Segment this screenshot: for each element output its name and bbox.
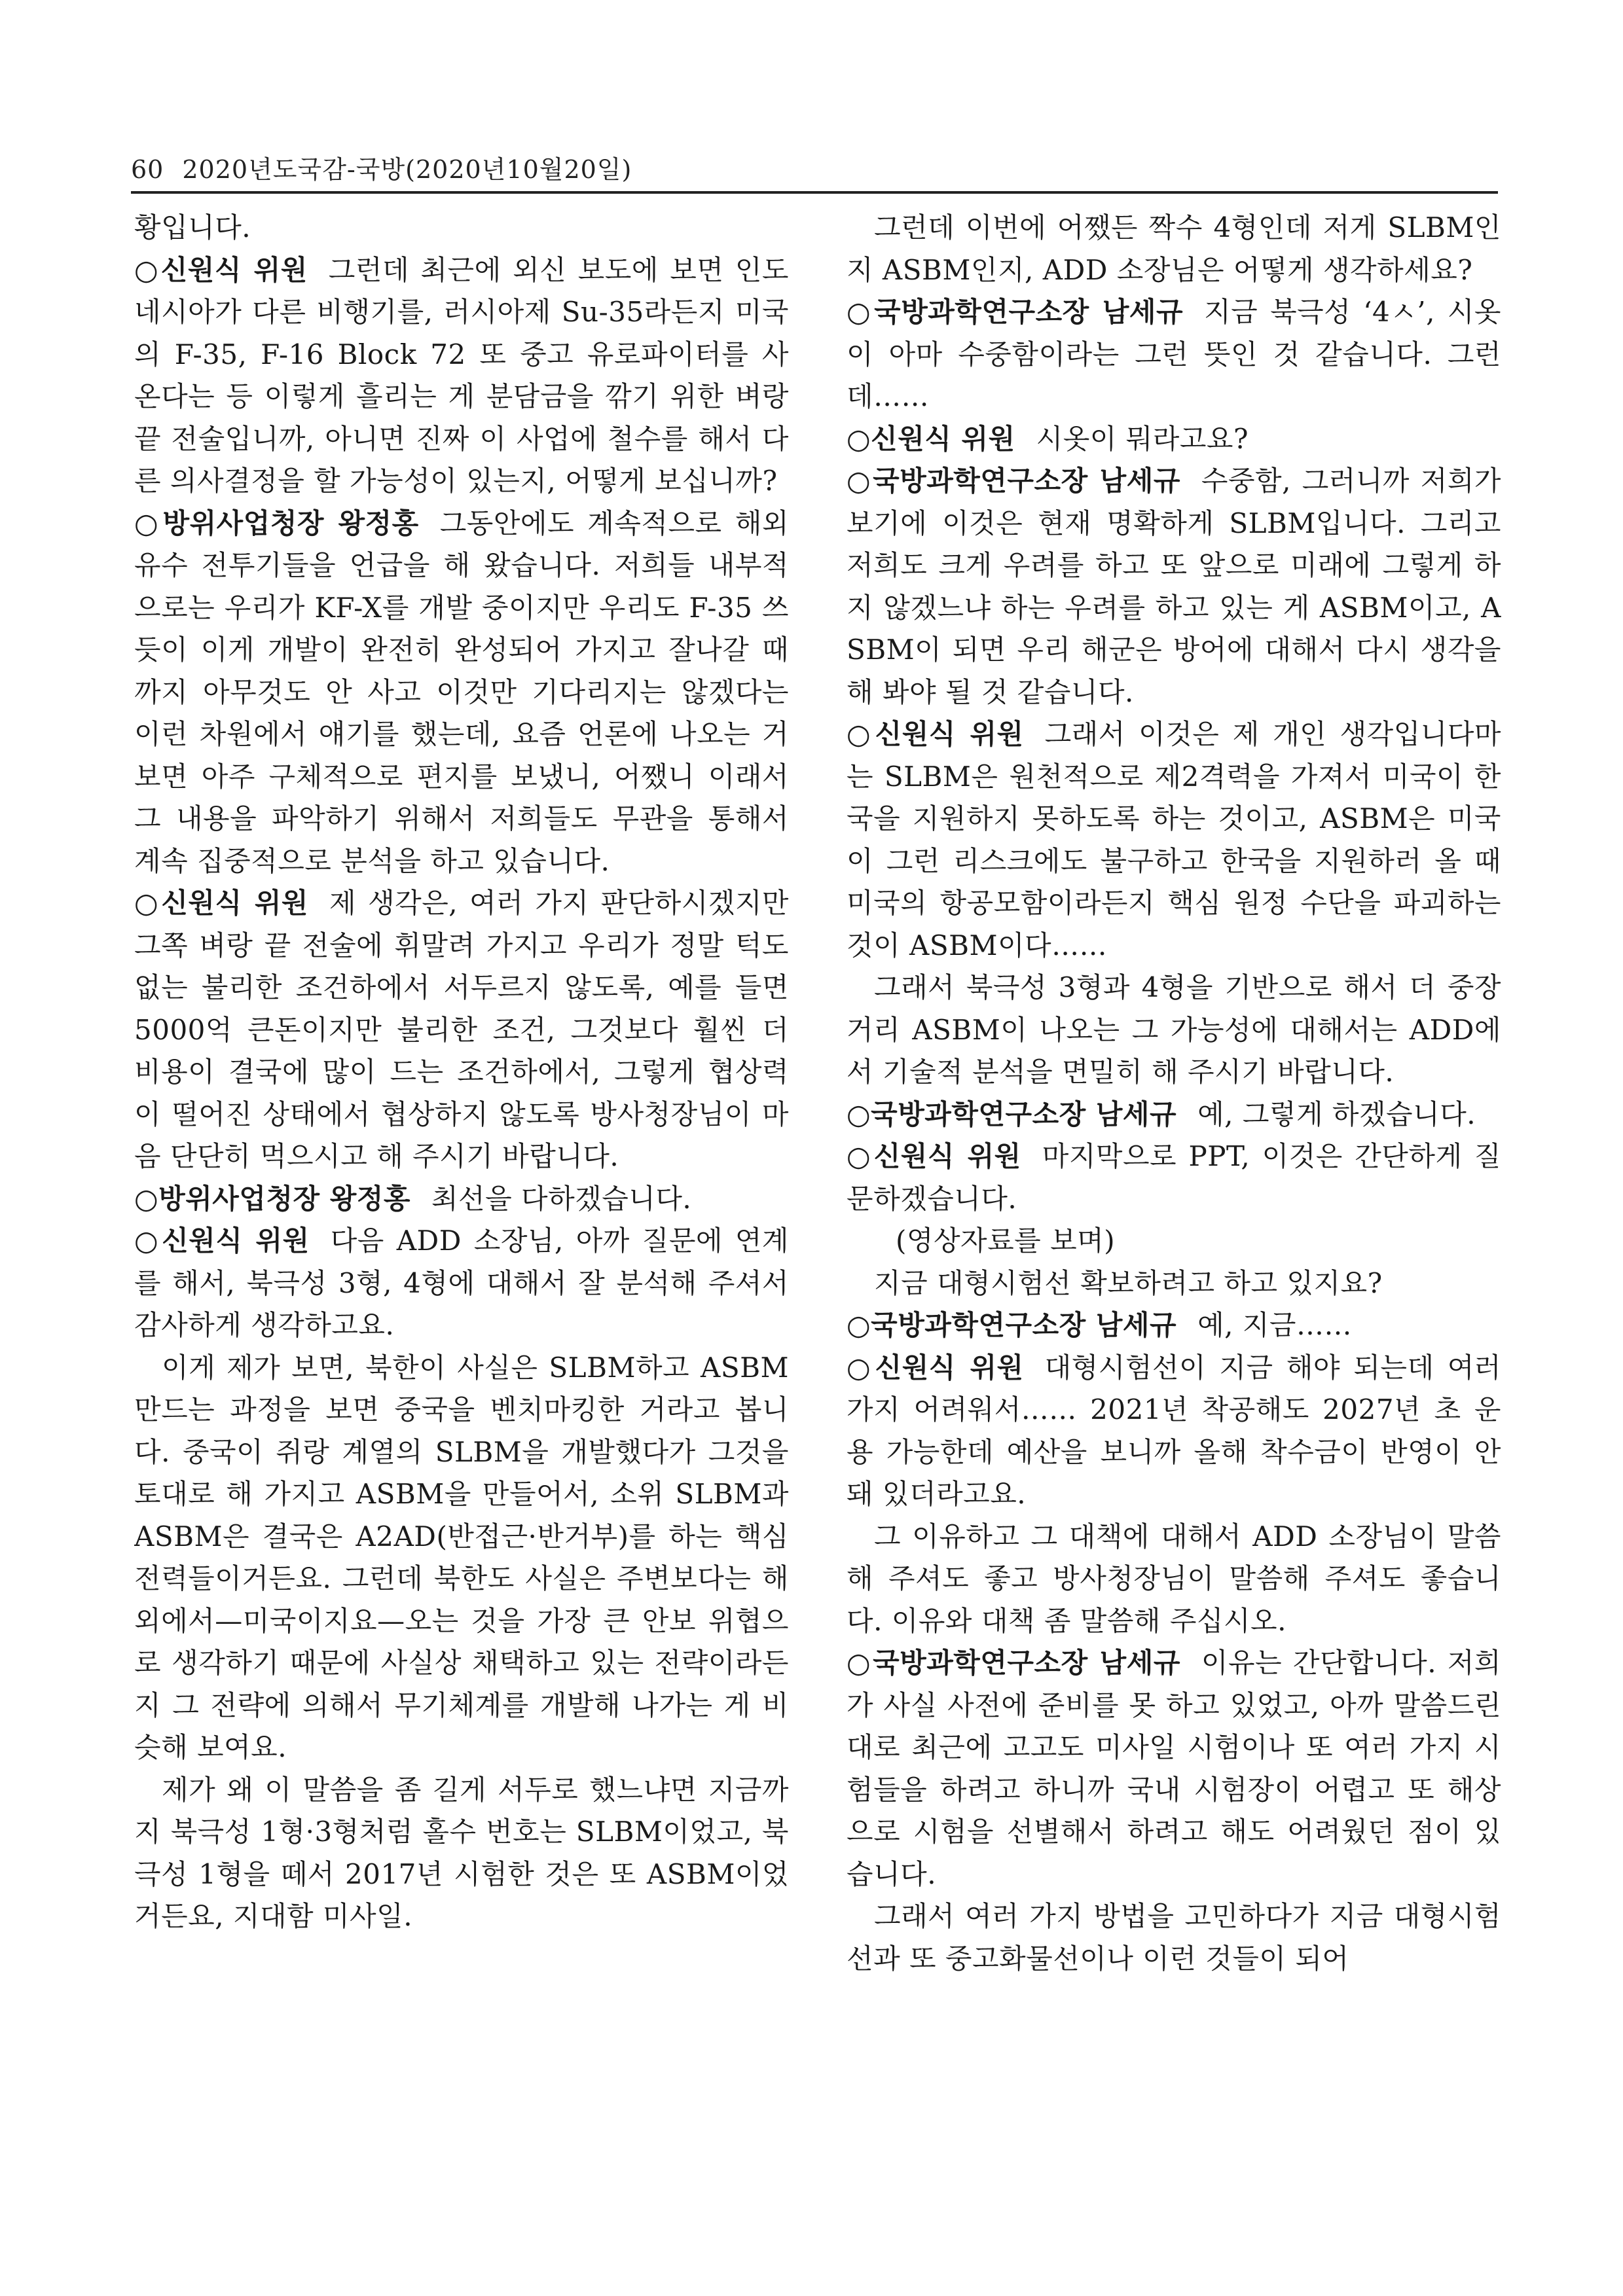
speaker-name: 신원식 위원	[875, 1351, 1024, 1384]
speech-marker: ○	[847, 1140, 874, 1172]
header-rule	[131, 191, 1498, 194]
speaker-name: 신원식 위원	[160, 253, 308, 286]
speaker-name: 신원식 위원	[873, 1140, 1021, 1172]
stage-direction: (영상자료를 보며)	[896, 1225, 1116, 1257]
speech-paragraph	[134, 503, 789, 883]
speech-paragraph	[847, 460, 1501, 713]
speech-text: 그런데 최근에 외신 보도에 보면 인도네시아가 다른 비행기를, 러시아제 Su-35라든지 미국의 F-35, F-16 Block 72 또 중고 유로파이터를 사 온다는 등 이렇게 흘리는 게 분담금을 깎기 위한 벼랑 끝 전술입니까, 아니면 진짜 이 사업에 철수를 해서 다른 의사결정을 할 가능성이 있는지, 어떻게 보십니까?	[134, 253, 789, 497]
left-column	[134, 207, 789, 2210]
speech-paragraph	[847, 291, 1501, 418]
speaker-name: 신원식 위원	[871, 422, 1015, 455]
speech-text: 예, 그렇게 하겠습니다.	[1197, 1098, 1476, 1130]
speech-marker: ○	[134, 1225, 162, 1257]
speech-paragraph	[847, 1347, 1501, 1516]
body-paragraph: 이게 제가 보면, 북한이 사실은 SLBM하고 ASBM 만드는 과정을 보면 중국을 벤치마킹한 거라고 봅니다. 중국이 쥐랑 계열의 SLBM을 개발했다가 그것을 토대로 해 가지고 ASBM을 만들어서, 소위 SLBM과 ASBM은 결국은 A2AD(반접근·반거부)를 하는 핵심전력들이거든요. 그런데 북한도 사실은 주변보다는 해외에서—미국이지요—오는 것을 가장 큰 안보 위협으로 생각하기 때문에 사실상 채택하고 있는 전략이라든지 그 전략에 의해서 무기체계를 개발해 나가는 게 비슷해 보여요.	[134, 1351, 789, 1763]
speech-text: 제 생각은, 여러 가지 판단하시겠지만 그쪽 벼랑 끝 전술에 휘말려 가지고 우리가 정말 턱도 없는 불리한 조건하에서 서두르지 않도록, 예를 들면 5000억 큰돈이지만 불리한 조건, 그것보다 훨씬 더 비용이 결국에 많이 드는 조건하에서, 그렇게 협상력이 떨어진 상태에서 협상하지 않도록 방사청장님이 마음 단단히 먹으시고 해 주시기 바랍니다.	[134, 887, 789, 1172]
speech-text: 그동안에도 계속적으로 해외 유수 전투기들을 언급을 해 왔습니다. 저희들 내부적으로는 우리가 KF-X를 개발 중이지만 우리도 F-35 쓰듯이 이게 개발이 완전히 완성되어 가지고 잘나갈 때까지 아무것도 안 사고 이것만 기다리지는 않겠다는 이런 차원에서 얘기를 했는데, 요즘 언론에 나오는 거 보면 아주 구체적으로 편지를 보냈니, 어쨌니 이래서 그 내용을 파악하기 위해서 저희들도 무관을 통해서 계속 집중적으로 분석을 하고 있습니다.	[134, 507, 789, 877]
body-paragraph: 그 이유하고 그 대책에 대해서 ADD 소장님이 말씀해 주셔도 좋고 방사청장님이 말씀해 주셔도 좋습니다. 이유와 대책 좀 말씀해 주십시오.	[847, 1520, 1501, 1637]
speech-text: 대형시험선이 지금 해야 되는데 여러 가지 어려워서…… 2021년 착공해도 2027년 초 운용 가능한데 예산을 보니까 올해 착수금이 반영이 안 돼 있더라고요.	[847, 1351, 1501, 1510]
speech-text: 지금 북극성 ‘4ㅅ’, 시옷이 아마 수중함이라는 그런 뜻인 것 같습니다. 그런데……	[847, 296, 1501, 412]
speaker-name: 국방과학연구소장 남세규	[871, 1309, 1177, 1341]
speech-text: 시옷이 뭐라고요?	[1036, 422, 1249, 455]
speaker-name: 국방과학연구소장 남세규	[871, 1098, 1177, 1130]
speech-text: 예, 지금……	[1197, 1309, 1352, 1341]
speech-paragraph	[134, 249, 789, 503]
speech-paragraph	[134, 882, 789, 1178]
speech-marker: ○	[847, 296, 875, 328]
speech-text: 이유는 간단합니다. 저희가 사실 사전에 준비를 못 하고 있었고, 아까 말씀드린 대로 최근에 고고도 미사일 시험이나 또 여러 가지 시험들을 하려고 하니까 국내 시험장이 어렵고 또 해상으로 시험을 선별해서 하려고 해도 어려웠던 점이 있습니다.	[847, 1647, 1501, 1890]
speech-paragraph	[847, 1642, 1501, 1895]
speaker-name: 방위사업청장 왕정홍	[162, 507, 419, 539]
right-column	[847, 207, 1501, 2210]
speech-paragraph	[847, 418, 1501, 461]
speech-marker: ○	[847, 1351, 875, 1384]
speaker-name: 신원식 위원	[875, 718, 1024, 750]
body-paragraph: 제가 왜 이 말씀을 좀 길게 서두로 했느냐면 지금까지 북극성 1형·3형처럼 홀수 번호는 SLBM이었고, 북극성 1형을 떼서 2017년 시험한 것은 또 ASBM이었거든요, 지대함 미사일.	[134, 1773, 789, 1932]
speaker-name: 신원식 위원	[161, 887, 308, 919]
speech-marker: ○	[134, 253, 161, 286]
speech-marker: ○	[847, 422, 871, 455]
speech-paragraph	[134, 1220, 789, 1347]
speech-paragraph	[847, 1136, 1501, 1220]
speech-text: 수중함, 그러니까 저희가 보기에 이것은 현재 명확하게 SLBM입니다. 그리고 저희도 크게 우려를 하고 또 앞으로 미래에 그렇게 하지 않겠느냐 하는 우려를 하고 있는 게 ASBM이고, ASBM이 되면 우리 해군은 방어에 대해서 다시 생각을 해 봐야 될 것 같습니다.	[847, 465, 1501, 708]
page-number: 60	[131, 155, 164, 184]
running-title: 2020년도국감-국방(2020년10월20일)	[182, 155, 632, 184]
speech-paragraph	[847, 1304, 1501, 1347]
speech-paragraph	[134, 1178, 789, 1221]
continued-text: 황입니다.	[134, 211, 251, 243]
speech-text: 마지막으로 PPT, 이것은 간단하게 질문하겠습니다.	[847, 1140, 1501, 1215]
body-paragraph: 그래서 여러 가지 방법을 고민하다가 지금 대형시험선과 또 중고화물선이나 이런 것들이 되어	[847, 1900, 1501, 1975]
speech-text: 그래서 이것은 제 개인 생각입니다마는 SLBM은 원천적으로 제2격력을 가져서 미국이 한국을 지원하지 못하도록 하는 것이고, ASBM은 미국이 그런 리스크에도 불구하고 한국을 지원하러 올 때 미국의 항공모함이라든지 핵심 원정 수단을 파괴하는 것이 ASBM이다……	[847, 718, 1501, 961]
speech-marker: ○	[847, 718, 875, 750]
speaker-name: 국방과학연구소장 남세규	[874, 296, 1184, 328]
body-paragraph: 그래서 북극성 3형과 4형을 기반으로 해서 더 중장거리 ASBM이 나오는 그 가능성에 대해서는 ADD에서 기술적 분석을 면밀히 해 주시기 바랍니다.	[847, 971, 1501, 1088]
speech-paragraph	[847, 1094, 1501, 1136]
speaker-name: 국방과학연구소장 남세규	[873, 1647, 1180, 1679]
body-paragraph: 그런데 이번에 어쨌든 짝수 4형인데 저게 SLBM인지 ASBM인지, ADD 소장님은 어떻게 생각하세요?	[847, 211, 1501, 286]
speech-marker: ○	[134, 507, 163, 539]
speaker-name: 신원식 위원	[162, 1225, 310, 1257]
speech-marker: ○	[134, 1182, 159, 1215]
speaker-name: 방위사업청장 왕정홍	[158, 1182, 410, 1215]
page-header	[131, 149, 1499, 185]
speech-text: 최선을 다하겠습니다.	[431, 1182, 692, 1215]
speech-marker: ○	[847, 1647, 873, 1679]
speech-marker: ○	[134, 887, 162, 919]
speech-marker: ○	[847, 1098, 871, 1130]
speaker-name: 국방과학연구소장 남세규	[873, 465, 1180, 497]
speech-text: 다음 ADD 소장님, 아까 질문에 연계를 해서, 북극성 3형, 4형에 대해서 잘 분석해 주셔서 감사하게 생각하고요.	[134, 1225, 789, 1341]
speech-paragraph	[847, 713, 1501, 967]
speech-marker: ○	[847, 465, 873, 497]
speech-marker: ○	[847, 1309, 871, 1341]
body-paragraph: 지금 대형시험선 확보하려고 하고 있지요?	[874, 1266, 1383, 1299]
